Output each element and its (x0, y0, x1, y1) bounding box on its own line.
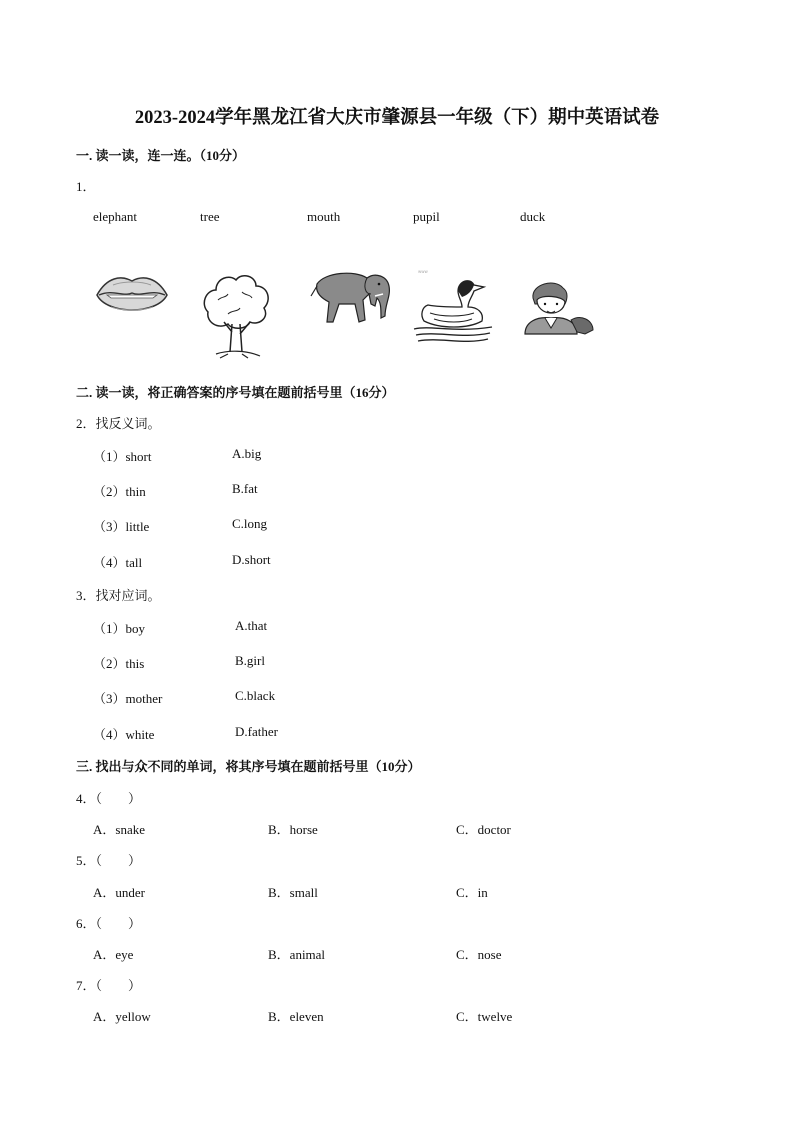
q3-right-a: A.that (235, 618, 268, 633)
q2-right-b: B.fat (232, 481, 258, 496)
q7-option-a: A．yellow (93, 1009, 151, 1024)
word-duck: duck (520, 209, 546, 224)
q3-right-c: C.black (235, 688, 276, 703)
q3-left-3: （3）mother (93, 691, 163, 706)
q3-left-4: （4）white (93, 727, 155, 742)
q5-option-c: C．in (456, 885, 488, 900)
q5-option-a: A．under (93, 885, 145, 900)
q3-left-1: （1）boy (93, 621, 146, 636)
duck-picture (412, 267, 494, 347)
q2-left-3: （3）little (93, 519, 150, 534)
q5-option-b: B．small (268, 885, 318, 900)
lips-picture (93, 271, 171, 319)
word-elephant: elephant (93, 209, 138, 224)
q2-left-1: （1）short (93, 449, 152, 464)
q3-right-b: B.girl (235, 653, 265, 668)
section-1-heading: 一. 读一读，连一连。（10分） (76, 148, 246, 163)
section-2-heading: 二. 读一读，将正确答案的序号填在题前括号里（16分） (76, 385, 395, 400)
question-7-number: 7．（ ） (76, 978, 142, 993)
q7-option-c: C．twelve (456, 1009, 513, 1024)
q6-option-b: B．animal (268, 947, 326, 962)
q4-option-a: A．snake (93, 822, 145, 837)
tree-picture (198, 270, 274, 362)
svg-text:www: www (418, 269, 428, 274)
q2-right-d: D.short (232, 552, 271, 567)
word-pupil: pupil (413, 209, 440, 224)
elephant-picture (305, 264, 395, 328)
q2-left-2: （2）thin (93, 484, 146, 499)
word-mouth: mouth (307, 209, 341, 224)
q2-left-4: （4）tall (93, 555, 143, 570)
q4-option-c: C．doctor (456, 822, 511, 837)
question-6-number: 6．（ ） (76, 916, 142, 931)
q3-right-d: D.father (235, 724, 278, 739)
question-1-number: 1． (76, 179, 96, 194)
q2-right-c: C.long (232, 516, 268, 531)
q6-option-a: A．eye (93, 947, 134, 962)
question-4-number: 4．（ ） (76, 791, 142, 806)
q2-right-a: A.big (232, 446, 262, 461)
word-tree: tree (200, 209, 220, 224)
q6-option-c: C．nose (456, 947, 502, 962)
boy-picture (519, 276, 599, 336)
question-3-label: 3．找对应词。 (76, 588, 161, 603)
q3-left-2: （2）this (93, 656, 145, 671)
question-5-number: 5．（ ） (76, 853, 142, 868)
page-title: 2023-2024学年黑龙江省大庆市肇源县一年级（下）期中英语试卷 (134, 108, 660, 128)
q4-option-b: B．horse (268, 822, 318, 837)
q7-option-b: B．eleven (268, 1009, 324, 1024)
section-3-heading: 三. 找出与众不同的单词，将其序号填在题前括号里（10分） (76, 759, 421, 774)
question-2-label: 2．找反义词。 (76, 416, 161, 431)
